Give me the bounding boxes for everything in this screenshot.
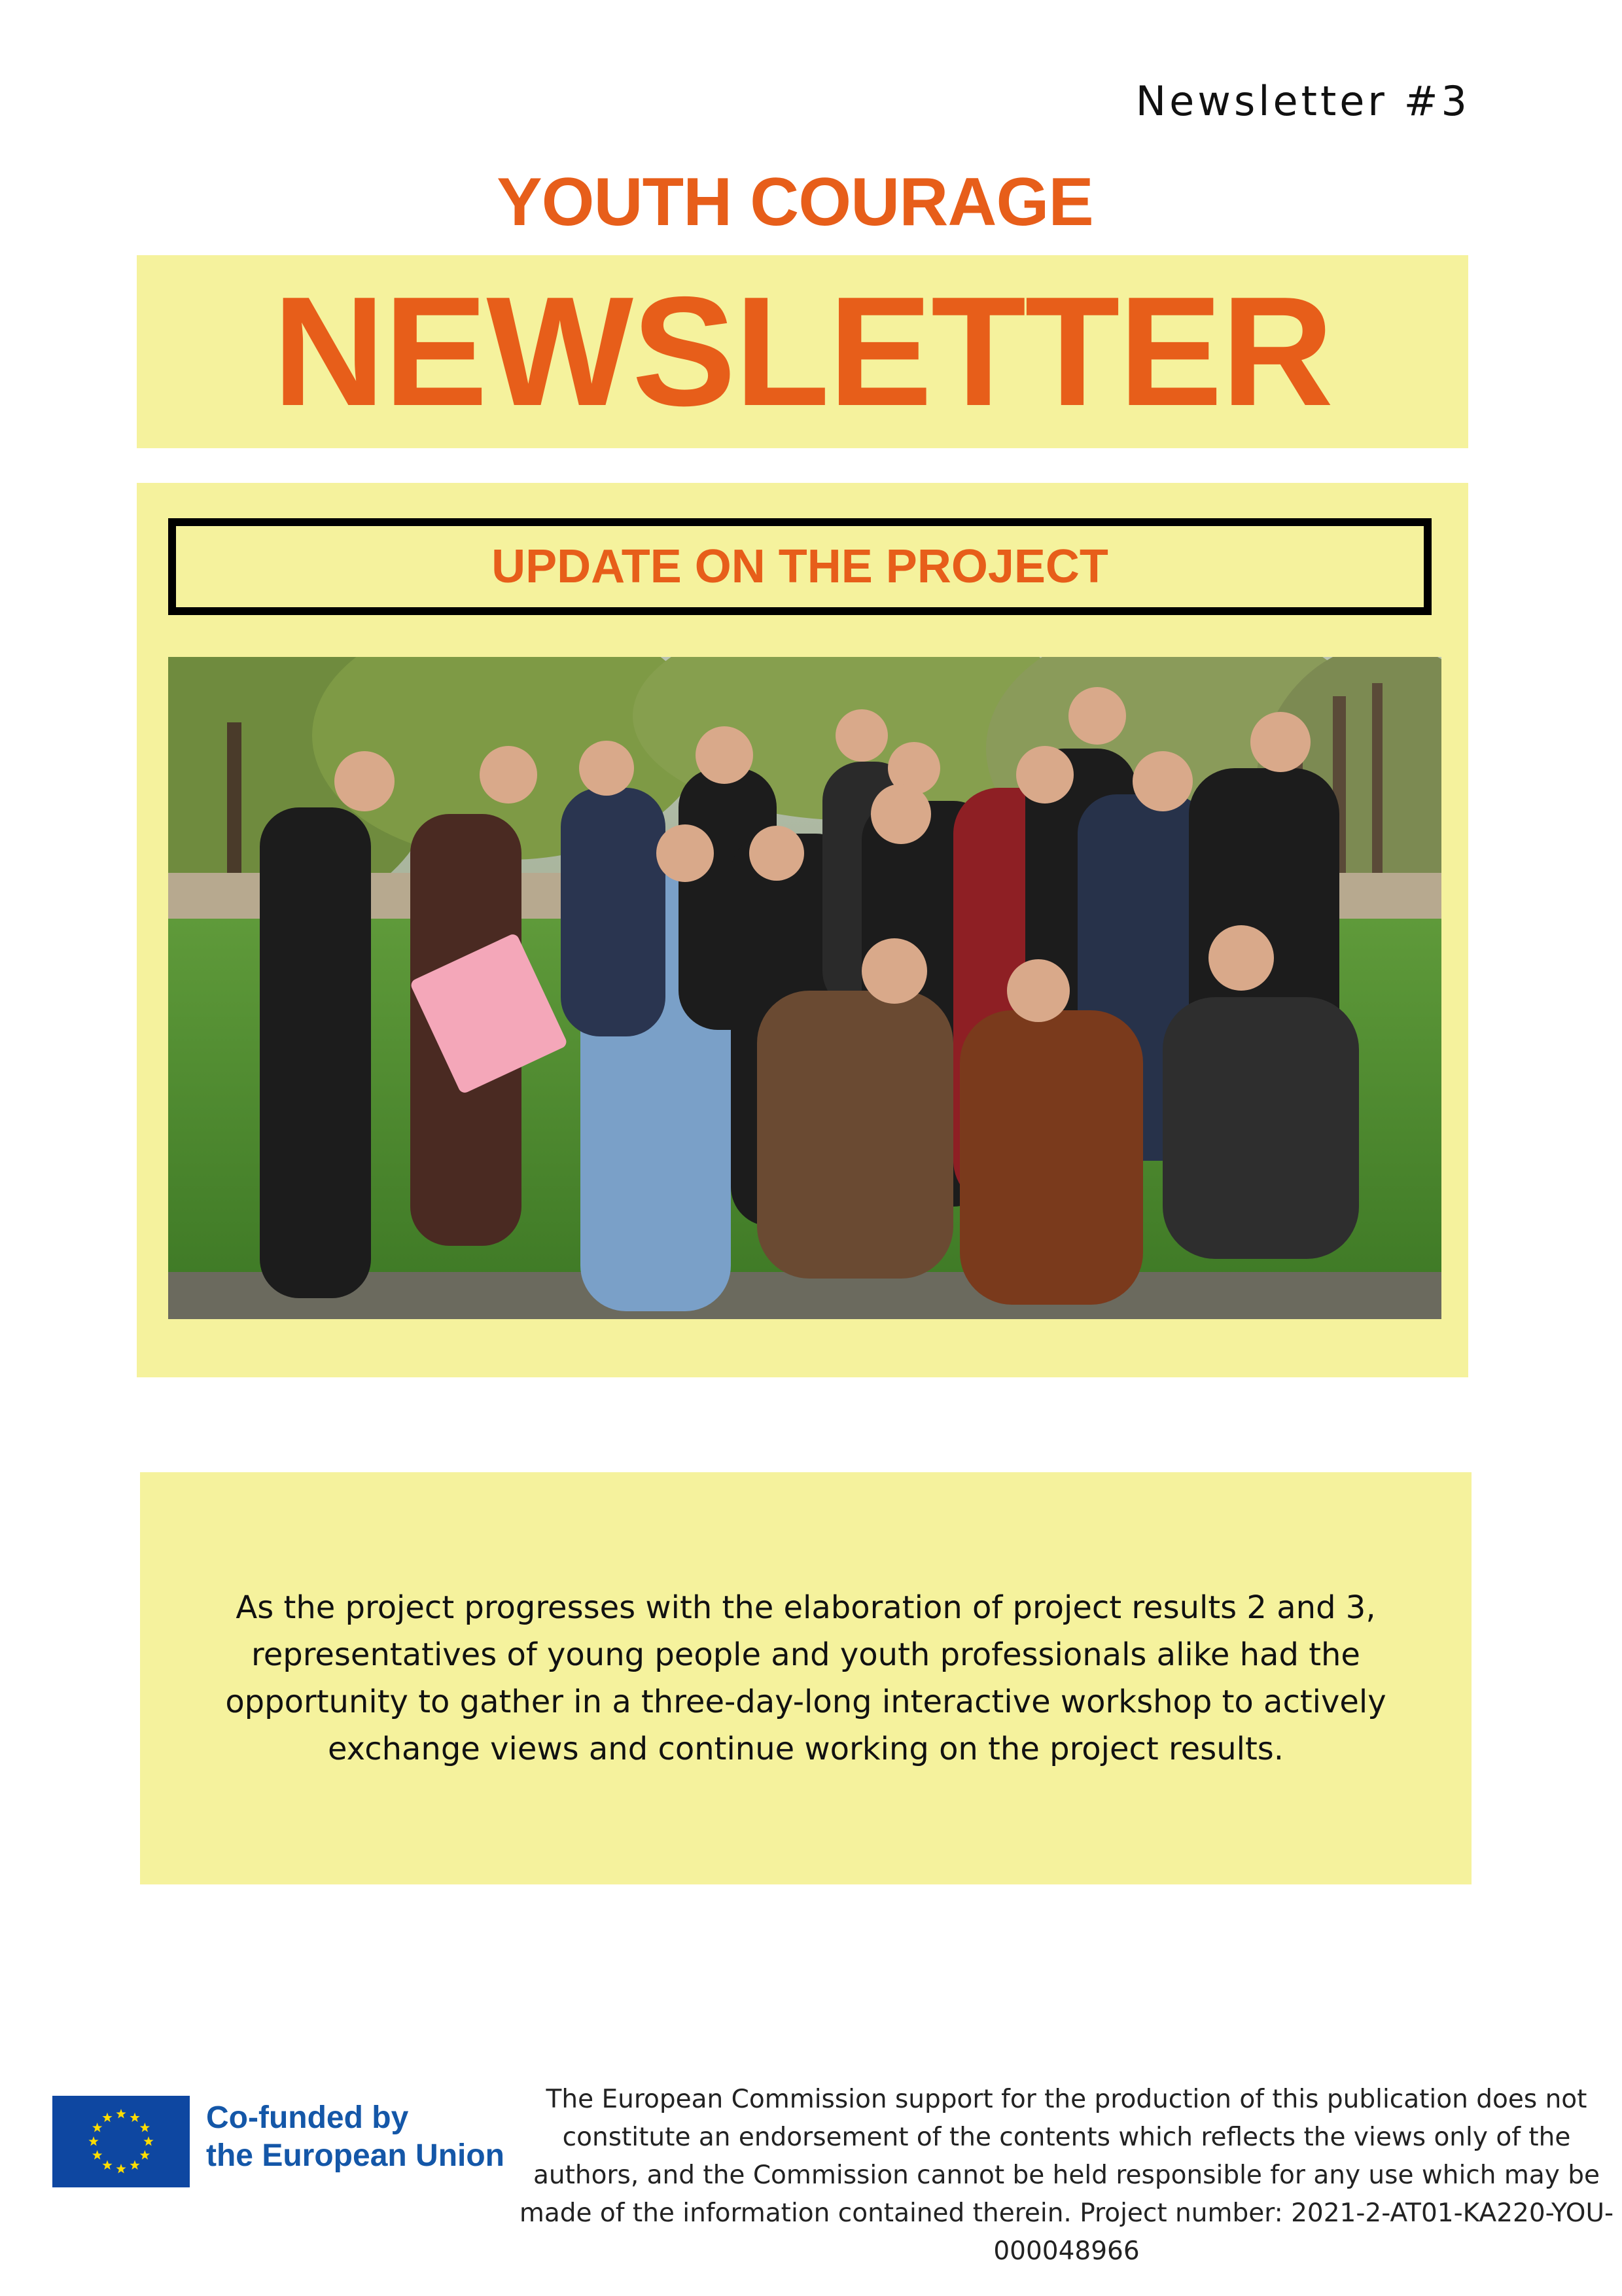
brand-title: YOUTH COURAGE — [497, 164, 1093, 240]
eu-flag-icon — [52, 2096, 190, 2187]
summary-text: As the project progresses with the elaboration of project results 2 and 3, representatives of young people and youth professionals alike had the opportunity to gather in a three-day-long interactive workshop to actively exchange views and continue working on the project results. — [225, 1589, 1386, 1767]
feature-panel — [137, 483, 1468, 1377]
section-heading: UPDATE ON THE PROJECT — [168, 518, 1432, 615]
cofunded-label — [206, 2099, 520, 2175]
group-photo — [168, 657, 1441, 1319]
cofunded-line-1: Co-funded by — [206, 2100, 409, 2135]
summary-panel — [140, 1472, 1472, 1884]
masthead-band — [137, 255, 1468, 448]
issue-number: Newsletter #3 — [1135, 77, 1470, 125]
disclaimer-text: The European Commission support for the production of this publication does not constitute an endorsement of the contents which reflects the views only of the authors, and the Commission cannot be held responsible for any use which may be made of the information contained therein. Project number: 2021-2-AT01-KA220-YOU-000048966 — [519, 2085, 1614, 2266]
cofunded-line-2: the European Union — [206, 2138, 504, 2173]
masthead-title: NEWSLETTER — [272, 265, 1333, 438]
